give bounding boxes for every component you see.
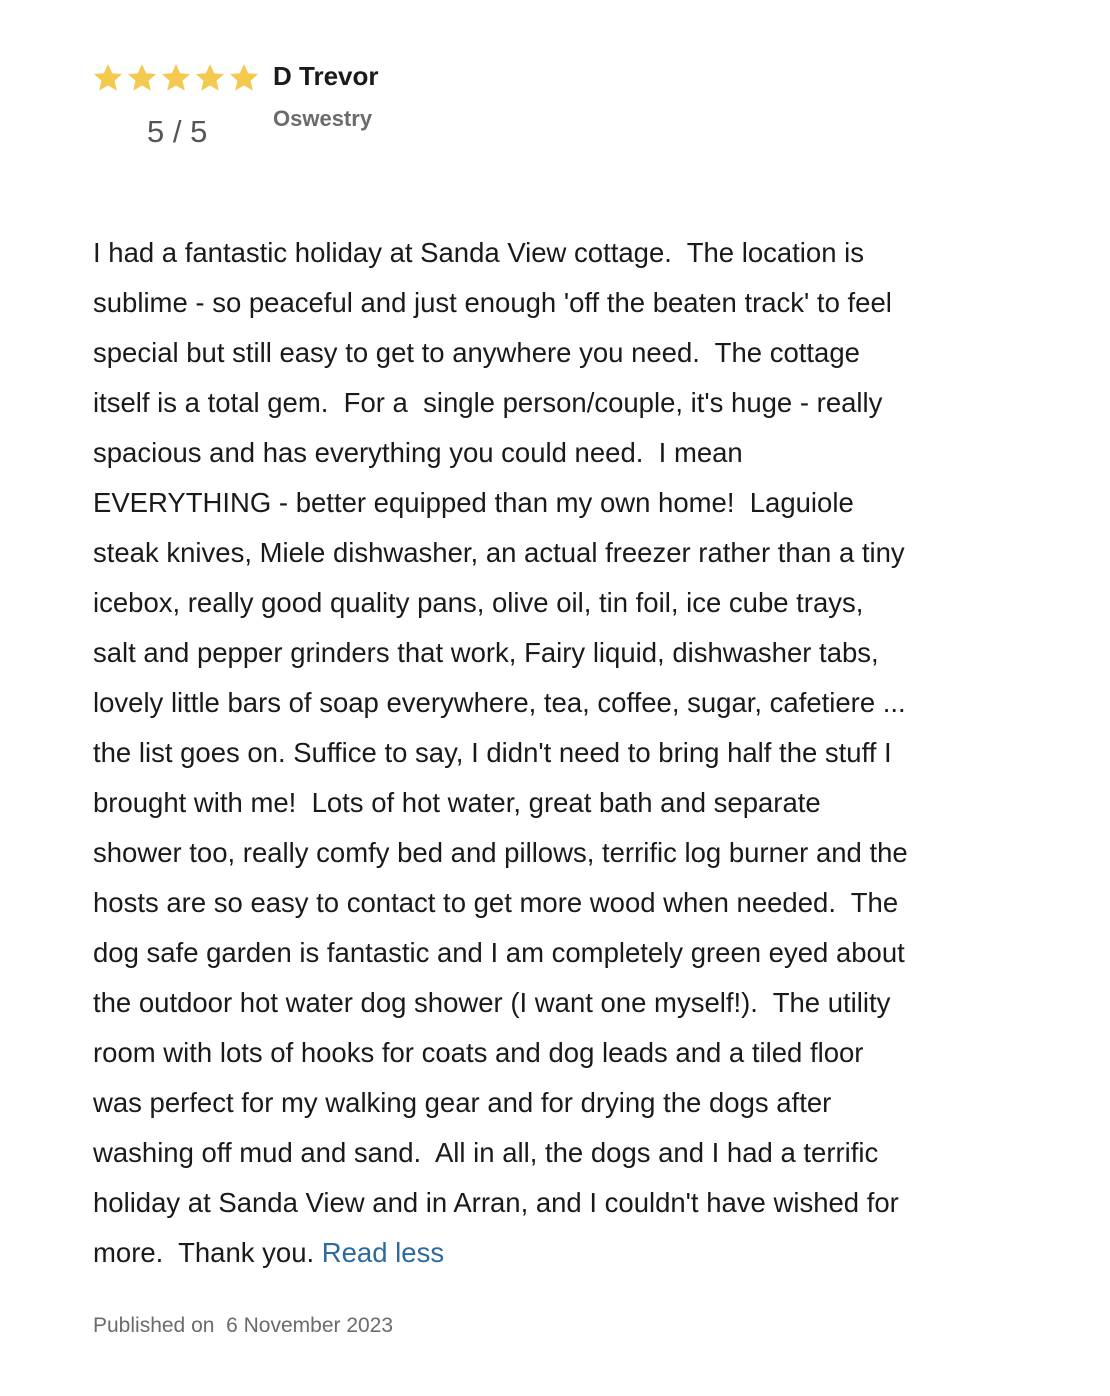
review-line: holiday at Sanda View and in Arran, and I couldn't have wished for <box>93 1187 899 1218</box>
review-line: special but still easy to get to anywhere you need. The cottage <box>93 337 860 368</box>
review-line: EVERYTHING - better equipped than my own home! Laguiole <box>93 487 854 518</box>
review-line: sublime - so peaceful and just enough 'off the beaten track' to feel <box>93 287 892 318</box>
review-line: salt and pepper grinders that work, Fairy liquid, dishwasher tabs, <box>93 637 879 668</box>
rating-block <box>92 62 262 149</box>
published-date <box>93 1314 393 1338</box>
review-line: hosts are so easy to contact to get more wood when needed. The <box>93 887 899 918</box>
published-label: Published on <box>93 1314 215 1337</box>
review-line: room with lots of hooks for coats and dog leads and a tiled floor <box>93 1037 864 1068</box>
review-text <box>93 228 993 1278</box>
review-line: lovely little bars of soap everywhere, tea, coffee, sugar, cafetiere ... <box>93 687 906 718</box>
review-line: the list goes on. Suffice to say, I didn't need to bring half the stuff I <box>93 737 892 768</box>
review-line-last <box>93 1228 993 1278</box>
author-name: D Trevor <box>273 61 379 91</box>
review-line: itself is a total gem. For a single person/couple, it's huge - really <box>93 387 883 418</box>
review-line: brought with me! Lots of hot water, great bath and separate <box>93 787 821 818</box>
star-icon <box>194 62 226 94</box>
rating-score: 5 / 5 <box>147 114 208 149</box>
review-line: icebox, really good quality pans, olive oil, tin foil, ice cube trays, <box>93 587 864 618</box>
review-line: was perfect for my walking gear and for drying the dogs after <box>93 1087 832 1118</box>
review-line: washing off mud and sand. All in all, the dogs and I had a terrific <box>93 1137 879 1168</box>
star-icon <box>228 62 260 94</box>
star-icon <box>126 62 158 94</box>
review-line: shower too, really comfy bed and pillows, terrific log burner and the <box>93 837 908 868</box>
review-line: steak knives, Miele dishwasher, an actual freezer rather than a tiny <box>93 537 905 568</box>
review-line: dog safe garden is fantastic and I am completely green eyed about <box>93 937 905 968</box>
read-less-link[interactable]: Read less <box>321 1237 445 1268</box>
star-icon <box>160 62 192 94</box>
review-line-text: more. Thank you. <box>93 1237 322 1268</box>
author-location: Oswestry <box>273 106 373 131</box>
review-line: spacious and has everything you could need. I mean <box>93 437 743 468</box>
star-icon <box>92 62 124 94</box>
review-line: the outdoor hot water dog shower (I want one myself!). The utility <box>93 987 891 1018</box>
published-date-value: 6 November 2023 <box>226 1314 394 1337</box>
star-rating <box>92 62 262 94</box>
review-line: I had a fantastic holiday at Sanda View cottage. The location is <box>93 237 865 268</box>
